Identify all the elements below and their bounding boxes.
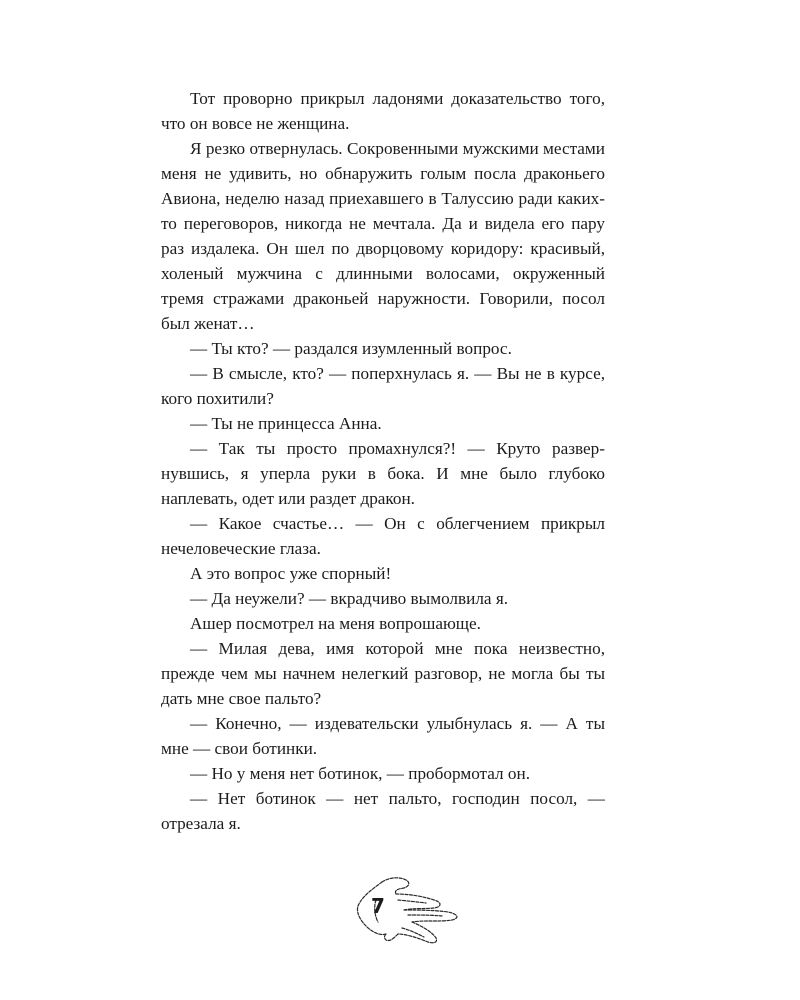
paragraph-10: Ашер посмотрел на меня вопрошающе. bbox=[190, 614, 481, 633]
page-number: 7 bbox=[371, 894, 385, 918]
paragraph-1: Тот проворно прикрыл ладонями доказательство того, что он вовсе не женщина. bbox=[161, 89, 605, 133]
paragraph-8: А это вопрос уже спорный! bbox=[190, 564, 392, 583]
paragraph-3: — Ты кто? — раздался изумленный вопрос. bbox=[190, 339, 512, 358]
page-number-ornament bbox=[352, 870, 464, 950]
body-text bbox=[161, 86, 605, 836]
paragraph-4: — В смысле, кто? — поперхнулась я. — Вы не в курсе, кого похитили? bbox=[161, 364, 605, 408]
paragraph-6: — Так ты просто промахнулся?! — Круто развернувшись, я уперла руки в бока. И мне было глубоко наплевать, одет или раздет дракон. bbox=[161, 439, 605, 508]
paragraph-13: — Но у меня нет ботинок, — пробормотал он. bbox=[190, 764, 531, 783]
paragraph-7: — Какое счастье… — Он с облегчением прикрыл нечеловеческие глаза. bbox=[161, 514, 605, 558]
paragraph-11: — Милая дева, имя которой мне пока неизвестно, прежде чем мы начнем нелегкий разговор, не могла бы ты дать мне свое пальто? bbox=[161, 639, 605, 708]
paragraph-12: — Конечно, — издевательски улыбнулась я. — А ты мне — свои ботинки. bbox=[161, 714, 605, 758]
paragraph-5: — Ты не принцесса Анна. bbox=[190, 414, 382, 433]
paragraph-9: — Да неужели? — вкрадчиво вымолвила я. bbox=[190, 589, 509, 608]
paragraph-2: Я резко отвернулась. Сокровенными мужскими местами меня не удивить, но обнаружить голым посла драконьего Авиона, неделю назад приехавшего в Талуссию ради каких-то переговоров, никогда не мечтала. Да и видела его пару раз издалека. Он шел по дворцовому коридору: красивый, холеный мужчина с длинными волосами, окруженный тремя стражами драконьей наружности. Говорили, посол был женат… bbox=[161, 139, 605, 333]
paragraph-14: — Нет ботинок — нет пальто, господин посол, — отрезала я. bbox=[161, 789, 605, 833]
